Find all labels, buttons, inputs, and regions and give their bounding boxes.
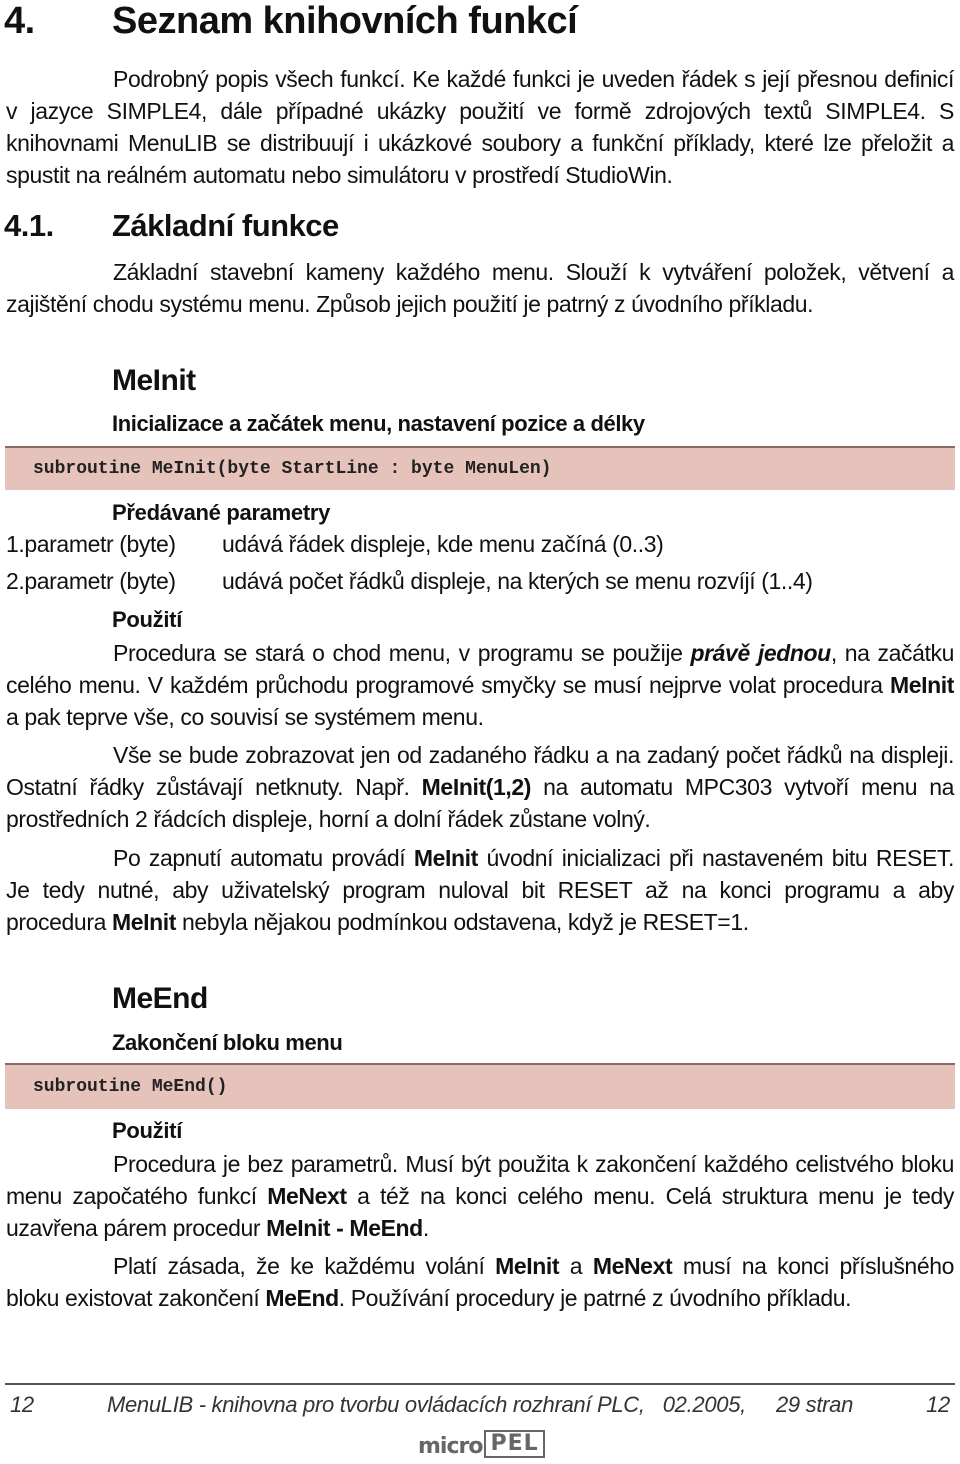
function-ref: MeInit — [889, 672, 954, 698]
page-number-right: 12 — [926, 1392, 950, 1417]
function-ref: MeInit — [495, 1253, 560, 1279]
section-number: 4.1. — [4, 208, 54, 243]
text-run: na automatu MPC303 vytvoří menu na prostředních 2 řádcích displeje, horní a dolní řádek zůstane volný. — [6, 774, 954, 832]
chapter-title: Seznam knihovních funkcí — [112, 0, 578, 42]
text-run: Procedura je bez parametrů. Musí být použita k zakončení každého celistvého bloku menu započatého funkcí — [6, 1151, 954, 1209]
meinit-param-row — [6, 568, 813, 595]
footer-info — [107, 1392, 853, 1418]
function-ref: MeInit - MeEnd — [266, 1215, 423, 1241]
meend-subtitle: Zakončení bloku menu — [112, 1030, 343, 1055]
meinit-param-row — [6, 531, 663, 558]
meinit-usage-paragraph-2 — [6, 739, 954, 835]
meinit-usage-label: Použití — [112, 607, 183, 632]
text-run: , na začátku celého menu. V každém průchodu programové smyčky se musí nejprve volat procedura — [6, 640, 955, 698]
param-name: 2.parametr (byte) — [6, 568, 176, 594]
param-desc: udává řádek displeje, kde menu začíná (0..3) — [222, 531, 664, 557]
meinit-title: MeInit — [112, 364, 196, 397]
meinit-code-box — [5, 446, 955, 490]
text-run: Procedura se stará o chod menu, v programu se použije — [113, 640, 691, 666]
meinit-params-label: Předávané parametry — [112, 500, 331, 525]
text-run: a pak teprve vše, co souvisí se systémem menu. — [6, 704, 484, 730]
meend-title: MeEnd — [112, 982, 208, 1015]
text-run: Po zapnutí automatu provádí — [113, 845, 414, 871]
text-run: . Používání procedury je patrné z úvodního příkladu. — [338, 1285, 852, 1311]
meinit-usage-paragraph-3 — [6, 842, 954, 938]
footer-divider — [5, 1383, 955, 1385]
section-heading — [4, 208, 339, 244]
page-number-left: 12 — [10, 1392, 34, 1417]
function-ref: MeInit(1,2) — [421, 774, 532, 800]
text-run: nebyla nějakou podmínkou odstavena, když je RESET=1. — [176, 909, 749, 935]
function-ref: MeInit — [413, 845, 478, 871]
text-run: a též na konci celého menu. Celá struktura menu je tedy uzavřena párem procedur — [6, 1183, 954, 1241]
function-ref: MeInit — [111, 909, 177, 935]
page-footer — [10, 1392, 950, 1418]
function-ref: MeNext — [592, 1253, 673, 1279]
meinit-code: subroutine MeInit(byte StartLine : byte MenuLen) — [33, 459, 552, 479]
footer-date: 02.2005, — [662, 1392, 746, 1417]
meend-code: subroutine MeEnd() — [33, 1077, 228, 1097]
function-ref: MeEnd — [265, 1285, 339, 1311]
intro-paragraph: Podrobný popis všech funkcí. Ke každé funkci je uveden řádek s její přesnou definicí v jazyce SIMPLE4, dále případné ukázky použití ve formě zdrojových textů SIMPLE4. S knihovnami MenuLIB se distribuují i ukázkové soubory a funkční příklady, které lze přeložit a spustit na reálném automatu nebo simulátoru v prostředí StudioWin. — [6, 66, 954, 188]
logo-pel-text: PEL — [484, 1430, 544, 1458]
meend-code-box — [5, 1063, 955, 1109]
meinit-usage-paragraph-1 — [6, 637, 954, 733]
text-run: musí na konci příslušného bloku existovat zakončení — [6, 1253, 954, 1311]
function-ref: MeNext — [267, 1183, 347, 1209]
text-run: a — [559, 1253, 593, 1279]
footer-doc-title: MenuLIB - knihovna pro tvorbu ovládacích rozhraní PLC, — [106, 1392, 645, 1417]
emphasis-text: právě jednou — [690, 640, 831, 666]
text-run: . — [422, 1215, 429, 1241]
meinit-subtitle: Inicializace a začátek menu, nastavení pozice a délky — [112, 411, 645, 436]
meend-usage-label: Použití — [112, 1118, 183, 1143]
logo-micro-text: micro — [418, 1434, 483, 1459]
section-title: Základní funkce — [112, 208, 339, 243]
footer-pages: 29 stran — [775, 1392, 854, 1417]
param-desc: udává počet řádků displeje, na kterých se menu rozvíjí (1..4) — [222, 568, 813, 594]
param-name: 1.parametr (byte) — [6, 531, 176, 557]
chapter-number: 4. — [4, 0, 35, 42]
text-run: Vše se bude zobrazovat jen od zadaného řádku a na zadaný počet řádků na displeji. Ostatní řádky zůstávají netknuty. Např. — [6, 742, 954, 800]
text-run: úvodní inicializaci při nastaveném bitu RESET. Je tedy nutné, aby uživatelský program nuloval bit RESET až na konci programu a aby procedura — [6, 845, 954, 935]
meend-usage-paragraph-1 — [6, 1148, 954, 1244]
chapter-heading — [4, 0, 577, 43]
micropel-logo — [418, 1430, 545, 1458]
text-run: Platí zásada, že ke každému volání — [113, 1253, 496, 1279]
meend-usage-paragraph-2 — [6, 1250, 954, 1314]
section-description: Základní stavební kameny každého menu. Slouží k vytváření položek, větvení a zajištění chodu systému menu. Způsob jejich použití je patrný z úvodního příkladu. — [6, 259, 954, 317]
